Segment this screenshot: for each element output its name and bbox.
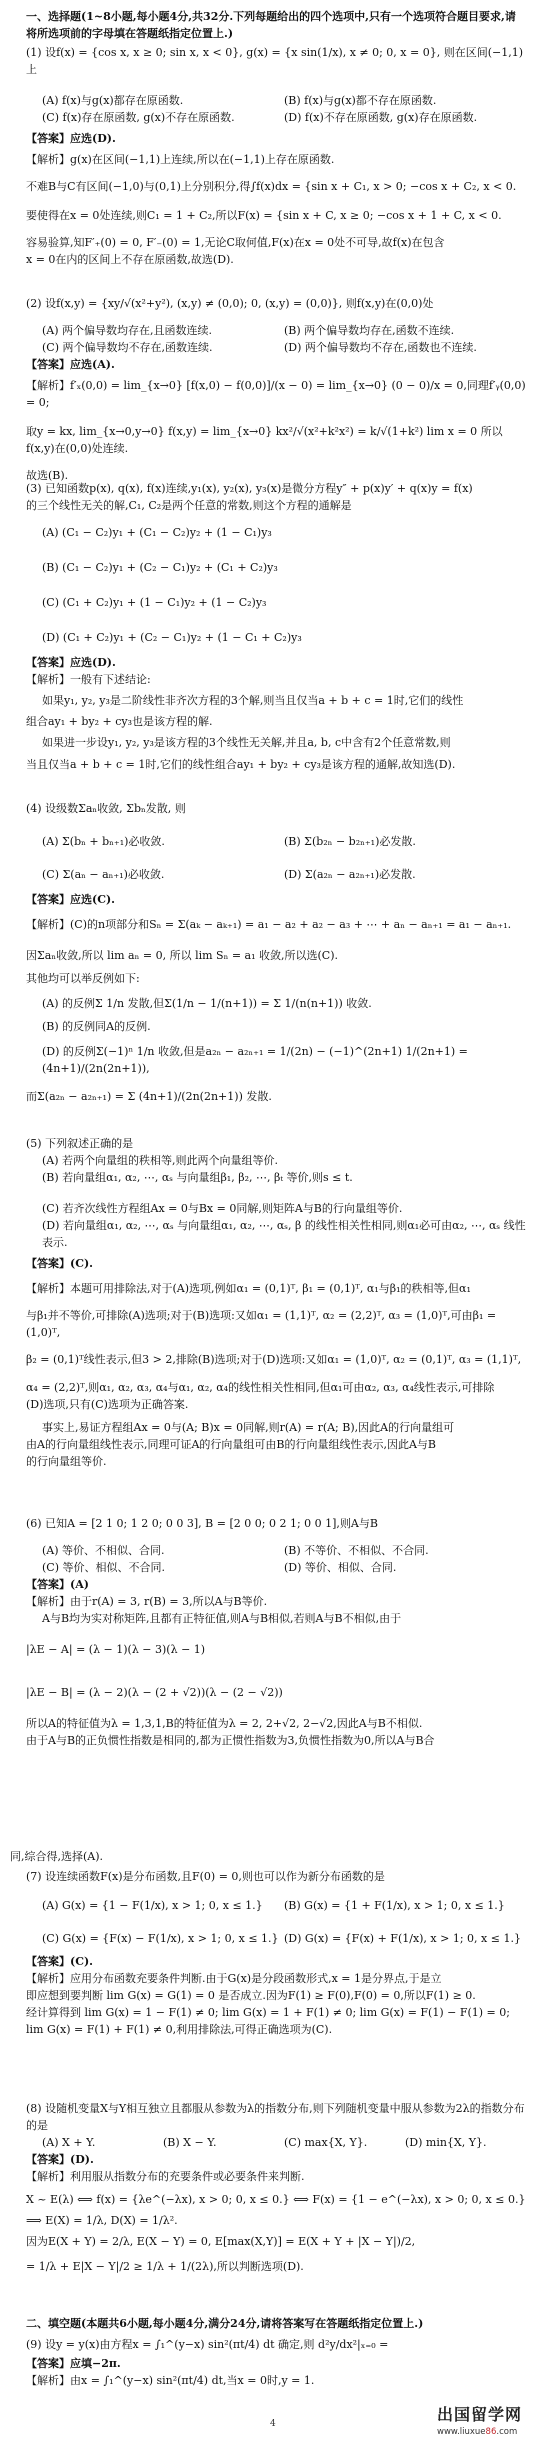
- q7-option-b: (B) G(x) = {1 + F(1/x), x > 1; 0, x ≤ 1.}: [284, 1899, 505, 1913]
- q6-analysis-2: A与B均为实对称矩阵,且都有正特征值,则A与B相似,若则A与B不相似,由于: [42, 1612, 402, 1626]
- q8-analysis-1: 【解析】利用服从指数分布的充要条件或必要条件来判断.: [26, 2170, 305, 2184]
- q4-analysis-6: (D) 的反例Σ(−1)ⁿ 1/n 收敛,但是a₂ₙ − a₂ₙ₊₁ = 1/(2n) − (−1)^(2n+1) 1/(2n+1) = (4n+1)/(2n(2n+1)),: [42, 1045, 468, 1076]
- q3-option-a: (A) (C₁ − C₂)y₁ + (C₁ − C₂)y₂ + (1 − C₁)y₃: [42, 526, 272, 540]
- logo-url-part-c: .com: [496, 2426, 518, 2437]
- q4-option-a: (A) Σ(bₙ + bₙ₊₁)必收敛.: [42, 835, 165, 849]
- q5-analysis-6: 事实上,易证方程组Ax = 0与(A; B)x = 0同解,则r(A) = r(A; B),因此A的行向量组可: [42, 1420, 455, 1434]
- q1-answer: 【答案】应选(D).: [26, 132, 116, 146]
- page-number: 4: [270, 2419, 276, 2429]
- q1-option-c: (C) f(x)存在原函数, g(x)不存在原函数.: [42, 111, 235, 125]
- q2-option-a: (A) 两个偏导数均存在,且函数连续.: [42, 324, 213, 338]
- q2-analysis-3: 故选(B).: [26, 469, 69, 483]
- q9-analysis: 【解析】由x = ∫₁^(y−x) sin²(πt/4) dt,当x = 0时,y = 1.: [26, 2374, 315, 2388]
- q8-stem: (8) 设随机变量X与Y相互独立且都服从参数为λ的指数分布,则下列随机变量中服从参数为2λ的指数分布的是: [26, 2102, 525, 2133]
- q8-analysis-5: = 1/λ + E|X − Y|/2 ≥ 1/λ + 1/(2λ),所以判断选项(D).: [26, 2260, 304, 2274]
- q4-answer: 【答案】应选(C).: [26, 893, 115, 907]
- section-two-title: 二、填空题(本题共6小题,每小题4分,满分24分,请将答案写在答题纸指定位置上.): [26, 2317, 424, 2330]
- q7-answer: 【答案】(C).: [26, 1955, 93, 1969]
- q1-option-d: (D) f(x)不存在原函数, g(x)存在原函数.: [284, 111, 478, 125]
- q5-option-d: (D) 若向量组α₁, α₂, ⋯, αₛ 与向量组α₁, α₂, ⋯, αₛ, β 的线性相关性相同,则α₁必可由α₂, ⋯, αₛ 线性表示.: [42, 1219, 526, 1250]
- logo-url-part-b: 86: [485, 2426, 497, 2437]
- q5-analysis-8: 的行向量组等价.: [26, 1454, 107, 1468]
- q8-option-a: (A) X + Y.: [42, 2136, 96, 2150]
- q7-option-c: (C) G(x) = {F(x) − F(1/x), x > 1; 0, x ≤ 1.}: [42, 1932, 279, 1946]
- q2-option-b: (B) 两个偏导数均存在,函数不连续.: [284, 324, 455, 338]
- q5-analysis-3: β₂ = (0,1)ᵀ线性表示,但3 > 2,排除(B)选项;对于(D)选项:又如α₁ = (1,0)ᵀ, α₂ = (0,1)ᵀ, α₃ = (1,1)ᵀ,: [26, 1353, 522, 1367]
- q4-option-c: (C) Σ(aₙ − aₙ₊₁)必收敛.: [42, 868, 165, 882]
- q8-option-b: (B) X − Y.: [163, 2136, 217, 2150]
- q6-analysis-4: |λE − B| = (λ − 2)(λ − (2 + √2))(λ − (2 − √2)): [26, 1686, 283, 1700]
- q3-answer: 【答案】应选(D).: [26, 656, 116, 670]
- q5-option-b: (B) 若向量组α₁, α₂, ⋯, αₛ 与向量组β₁, β₂, ⋯, βₜ 等价,则s ≤ t.: [42, 1171, 353, 1185]
- q4-option-d: (D) Σ(a₂ₙ − a₂ₙ₊₁)必发散.: [284, 868, 416, 882]
- q6-analysis-3: |λE − A| = (λ − 1)(λ − 3)(λ − 1): [26, 1643, 206, 1657]
- q4-analysis-3: 其他均可以举反例如下:: [26, 972, 140, 986]
- question-7: [26, 1868, 526, 2038]
- q3-stem: (3) 已知函数p(x), q(x), f(x)连续,y₁(x), y₂(x), y₃(x)是微分方程y″ + p(x)y′ + q(x)y = f(x): [26, 482, 473, 495]
- q6-option-b: (B) 不等价、不相似、不合同.: [284, 1544, 429, 1558]
- q6-stem: (6) 已知A = [2 1 0; 1 2 0; 0 0 3], B = [2 0 0; 0 2 1; 0 0 1],则A与B: [26, 1517, 378, 1530]
- q5-analysis-2: 与β₁并不等价,可排除(A)选项;对于(B)选项:又如α₁ = (1,1)ᵀ, α₂ = (2,2)ᵀ, α₃ = (1,0)ᵀ,可由β₁ = (1,0)ᵀ,: [26, 1309, 497, 1340]
- q6-analysis-6: 由于A与B的正负惯性指数是相同的,都为正惯性指数为3,负惯性指数为0,所以A与B合: [26, 1734, 435, 1748]
- q5-analysis-4: α₄ = (2,2)ᵀ,则α₁, α₂, α₃, α₄与α₁, α₂, α₄的线性相关性相同,但α₁可由α₂, α₃, α₄线性表示,可排除: [26, 1380, 495, 1394]
- q4-option-b: (B) Σ(b₂ₙ − b₂ₙ₊₁)必发散.: [284, 835, 416, 849]
- q6-option-d: (D) 等价、相似、合同.: [284, 1561, 397, 1575]
- q5-analysis-7: 由A的行向量组线性表示,同理可证A的行向量组可由B的行向量组线性表示,因此A与B: [26, 1437, 436, 1451]
- q8-option-c: (C) max{X, Y}.: [284, 2136, 368, 2150]
- q5-answer: 【答案】(C).: [26, 1257, 93, 1271]
- q2-answer: 【答案】应选(A).: [26, 358, 115, 372]
- question-3: [26, 480, 526, 773]
- q2-stem: (2) 设f(x,y) = {xy/√(x²+y²), (x,y) ≠ (0,0); 0, (x,y) = (0,0)}, 则f(x,y)在(0,0)处: [26, 297, 434, 310]
- logo-text: 出国留学网: [437, 2405, 523, 2424]
- logo-url: [437, 2426, 541, 2439]
- logo-url-part-a: www.liuxue: [437, 2426, 486, 2437]
- q3-option-d: (D) (C₁ + C₂)y₁ + (C₂ − C₁)y₂ + (1 − C₁ + C₂)y₃: [42, 631, 302, 645]
- section-two: [26, 2315, 526, 2389]
- q1-option-a: (A) f(x)与g(x)都存在原函数.: [42, 94, 184, 108]
- q6-option-a: (A) 等价、不相似、合同.: [42, 1544, 165, 1558]
- q7-analysis-2: 即应想到要判断 lim G(x) = G(1) = 0 是否成立.因为F(1) ≥ F(0),F(0) = 0,所以F(1) ≥ 0.: [26, 1989, 476, 2003]
- question-6: [26, 1515, 526, 1749]
- q1-stem: (1) 设f(x) = {cos x, x ≥ 0; sin x, x < 0}, g(x) = {x sin(1/x), x ≠ 0; 0, x = 0}, 则在区间(−1,1)上: [26, 46, 523, 77]
- q2-option-c: (C) 两个偏导数均不存在,函数连续.: [42, 341, 213, 355]
- q8-answer: 【答案】(D).: [26, 2153, 94, 2167]
- q1-analysis-1: 【解析】g(x)在区间(−1,1)上连续,所以在(−1,1)上存在原函数.: [26, 153, 335, 167]
- section-title: [26, 8, 526, 42]
- q5-analysis-1: 【解析】本题可用排除法,对于(A)选项,例如α₁ = (0,1)ᵀ, β₁ = (0,1)ᵀ, α₁与β₁的秩相等,但α₁: [26, 1282, 471, 1296]
- q5-stem: (5) 下列叙述正确的是: [26, 1137, 134, 1150]
- q1-option-b: (B) f(x)与g(x)都不存在原函数.: [284, 94, 437, 108]
- q6-conclusion: [10, 1848, 510, 1865]
- q4-analysis-4: (A) 的反例Σ 1/n 发散,但Σ(1/n − 1/(n+1)) = Σ 1/(n(n+1)) 收敛.: [42, 997, 372, 1011]
- q4-analysis-7: 而Σ(a₂ₙ − a₂ₙ₊₁) = Σ (4n+1)/(2n(2n+1)) 发散.: [26, 1089, 272, 1103]
- q6-analysis-1: 【解析】由于r(A) = 3, r(B) = 3,所以A与B等价.: [26, 1595, 268, 1609]
- question-4: [26, 800, 526, 1105]
- q1-analysis-3: 要使得在x = 0处连续,则C₁ = 1 + C₂,所以F(x) = {sin x + C, x ≥ 0; −cos x + 1 + C, x < 0.: [26, 209, 502, 223]
- q3-analysis-2: 如果y₁, y₂, y₃是二阶线性非齐次方程的3个解,则当且仅当a + b + c = 1时,它们的线性: [42, 694, 464, 708]
- q8-analysis-4: 因为E(X + Y) = 2/λ, E(X − Y) = 0, E[max(X,Y)] = E(X + Y + |X − Y|)/2,: [26, 2235, 416, 2249]
- question-1: [26, 44, 526, 268]
- q6-analysis-5: 所以A的特征值为λ = 1,3,1,B的特征值为λ = 2, 2+√2, 2−√2,因此A与B不相似.: [26, 1717, 423, 1731]
- q3-stem-2: 的三个线性无关的解,C₁, C₂是两个任意的常数,则这个方程的通解是: [26, 499, 352, 513]
- q7-analysis-4: lim G(x) = F(1) + F(1) ≠ 0,利用排除法,可得正确选项为(C).: [26, 2023, 333, 2037]
- q8-analysis-2: X ~ E(λ) ⟺ f(x) = {λe^(−λx), x > 0; 0, x ≤ 0.} ⟺ F(x) = {1 − e^(−λx), x > 0; 0, x ≤ 0.}: [26, 2193, 526, 2207]
- q3-analysis-4: 如果进一步设y₁, y₂, y₃是该方程的3个线性无关解,并且a, b, c中含有2个任意常数,则: [42, 736, 451, 750]
- question-5: [26, 1135, 526, 1470]
- q8-analysis-3: ⟹ E(X) = 1/λ, D(X) = 1/λ².: [26, 2214, 178, 2228]
- q2-analysis-1: 【解析】f′ₓ(0,0) = lim_{x→0} [f(x,0) − f(0,0)]/(x − 0) = lim_{x→0} (0 − 0)/x = 0,同理f′ᵧ(0,0) = 0;: [26, 379, 526, 410]
- q6-option-c: (C) 等价、相似、不合同.: [42, 1561, 165, 1575]
- q7-analysis-1: 【解析】应用分布函数充要条件判断.由于G(x)是分段函数形式,x = 1是分界点,于是立: [26, 1972, 442, 1986]
- q3-analysis-5: 当且仅当a + b + c = 1时,它们的线性组合ay₁ + by₂ + cy₃是该方程的通解,故知选(D).: [26, 757, 456, 771]
- q2-analysis-2: 取y = kx, lim_{x→0,y→0} f(x,y) = lim_{x→0} kx²/√(x²+k²x²) = k/√(1+k²) lim x = 0 所以f(x,y)在(0,0)处连续.: [26, 425, 503, 456]
- q5-analysis-5: (D)选项,只有(C)选项为正确答案.: [26, 1397, 189, 1411]
- q4-stem: (4) 设级数Σaₙ收敛, Σbₙ发散, 则: [26, 802, 186, 815]
- q1-analysis-5: x = 0在内的区间上不存在原函数,故选(D).: [26, 253, 234, 267]
- section-one-title: 一、选择题(1~8小题,每小题4分,共32分.下列每题给出的四个选项中,只有一个选项符合题目要求,请将所选项前的字母填在答题纸指定位置上.): [26, 10, 516, 41]
- q1-analysis-4: 容易验算,知F′₊(0) = 0, F′₋(0) = 1,无论C取何值,F(x)在x = 0处不可导,故f(x)在包含: [26, 236, 445, 250]
- q5-option-c: (C) 若齐次线性方程组Ax = 0与Bx = 0同解,则矩阵A与B的行向量组等价.: [42, 1202, 403, 1216]
- q4-analysis-2: 因Σaₙ收敛,所以 lim aₙ = 0, 所以 lim Sₙ = a₁ 收敛,所以选(C).: [26, 949, 338, 963]
- q9-answer: 【答案】应填−2π.: [26, 2357, 121, 2371]
- q3-analysis-3: 组合ay₁ + by₂ + cy₃也是该方程的解.: [26, 715, 213, 729]
- q7-option-d: (D) G(x) = {F(x) + F(1/x), x > 1; 0, x ≤ 1.}: [284, 1932, 521, 1946]
- question-8: [26, 2100, 526, 2275]
- q1-analysis-2: 不难B与C有区间(−1,0)与(0,1)上分别积分,得∫f(x)dx = {sin x + C₁, x > 0; −cos x + C₂, x < 0.: [26, 180, 517, 194]
- q4-analysis-1: 【解析】(C)的n项部分和Sₙ = Σ(aₖ − aₖ₊₁) = a₁ − a₂ + a₂ − a₃ + ⋯ + aₙ − aₙ₊₁ = a₁ − aₙ₊₁.: [26, 918, 512, 932]
- question-2: [26, 295, 526, 484]
- q9-stem: (9) 设y = y(x)由方程x = ∫₁^(y−x) sin²(πt/4) dt 确定,则 d²y/dx²|ₓ₌₀ =: [26, 2338, 389, 2352]
- q6-answer: 【答案】(A): [26, 1578, 89, 1592]
- q7-analysis-3: 经计算得到 lim G(x) = 1 − F(1) ≠ 0; lim G(x) = 1 + F(1) ≠ 0; lim G(x) = F(1) − F(1) = 0;: [26, 2006, 510, 2020]
- q3-option-b: (B) (C₁ − C₂)y₁ + (C₂ − C₁)y₂ + (C₁ + C₂)y₃: [42, 561, 278, 575]
- site-logo[interactable]: [437, 2403, 541, 2439]
- q7-stem: (7) 设连续函数F(x)是分布函数,且F(0) = 0,则也可以作为新分布函数的是: [26, 1870, 385, 1883]
- q4-analysis-5: (B) 的反例同A的反例.: [42, 1020, 151, 1034]
- q7-option-a: (A) G(x) = {1 − F(1/x), x > 1; 0, x ≤ 1.}: [42, 1899, 263, 1913]
- q3-option-c: (C) (C₁ + C₂)y₁ + (1 − C₁)y₂ + (1 − C₂)y₃: [42, 596, 267, 610]
- q2-option-d: (D) 两个偏导数均不存在,函数也不连续.: [284, 341, 477, 355]
- q8-option-d: (D) min{X, Y}.: [405, 2136, 487, 2150]
- q3-analysis-1: 【解析】一般有下述结论:: [26, 673, 151, 687]
- q6-analysis-7: 同,综合得,选择(A).: [10, 1850, 104, 1863]
- q5-option-a: (A) 若两个向量组的秩相等,则此两个向量组等价.: [42, 1154, 279, 1168]
